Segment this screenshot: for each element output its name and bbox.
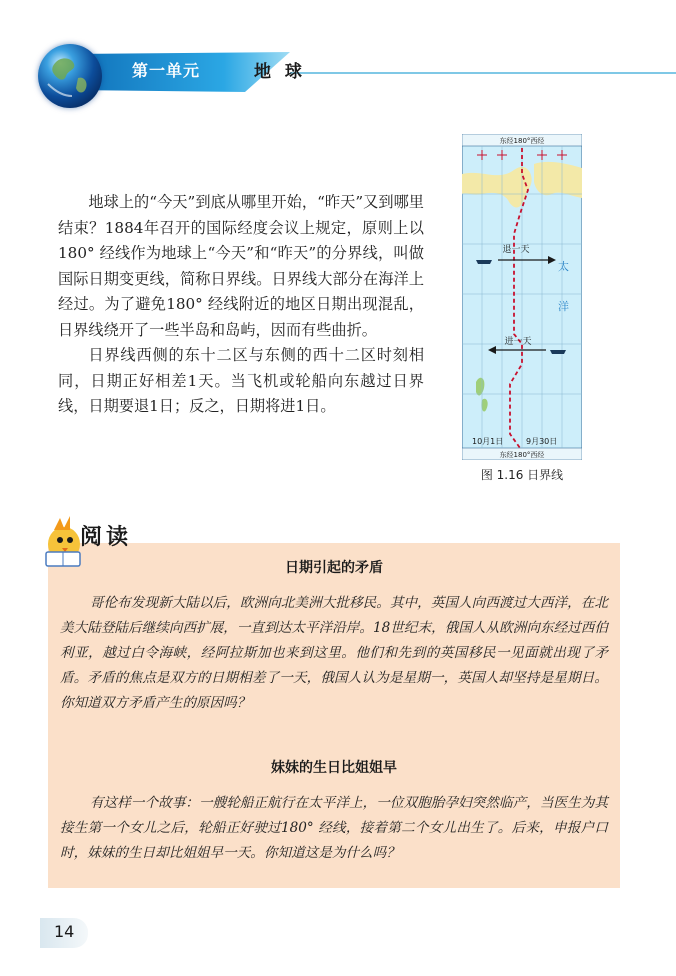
map-top-label: 东经180°西经 xyxy=(499,137,545,145)
body-paragraph: 日界线西侧的东十二区与东侧的西十二区时刻相同，日期正好相差1天。当飞机或轮船向东越过日界线，日期要退1日；反之，日期将进1日。 xyxy=(58,346,424,415)
reading-heading-2: 妹妹的生日比姐姐早 xyxy=(271,760,397,776)
map-bottom-label: 东经180°西经 xyxy=(499,451,545,459)
map-svg xyxy=(462,134,582,460)
date-left-label: 10月1日 xyxy=(472,437,504,446)
reading-text-2: 有这样一个故事：一艘轮船正航行在太平洋上，一位双胞胎孕妇突然临产，当医生为其接生第一个女儿之后，轮船正好驶过180° 经线，接着第二个女儿出生了。后来，申报户口时，妹妹的生日却比姐姐早一天。你知道这是为什么吗？ xyxy=(60,795,608,861)
reading-text-1: 哥伦布发现新大陆以后，欧洲向北美洲大批移民。其中，英国人向西渡过大西洋，在北美大陆登陆后继续向西扩展，一直到达太平洋沿岸。18世纪末，俄国人从欧洲向东经过西伯利亚，越过白令海峡，经阿拉斯加也来到这里。他们和先到的英国移民一见面就出现了矛盾。矛盾的焦点是双方的日期相差了一天，俄国人认为是星期一，英国人却坚持是星期日。你知道双方矛盾产生的原因吗？ xyxy=(60,595,608,711)
date-right-label: 9月30日 xyxy=(526,437,558,446)
reading-paragraph-1 xyxy=(60,591,608,716)
figure-caption: 图 1.16 日界线 xyxy=(480,468,564,482)
reading-box xyxy=(48,543,620,888)
unit-title: 地 球 xyxy=(254,62,306,82)
ship-icon xyxy=(476,260,492,264)
page-number: 14 xyxy=(54,922,75,941)
body-text xyxy=(58,190,424,420)
ocean-label: 洋 xyxy=(558,300,569,313)
header-rule xyxy=(290,72,676,74)
dateline-map xyxy=(462,134,582,460)
advance-label: 进一天 xyxy=(504,337,532,347)
ship-icon xyxy=(550,350,566,354)
retreat-label: 退一天 xyxy=(502,245,530,255)
reading-paragraph-2 xyxy=(60,791,608,866)
unit-label: 第一单元 xyxy=(132,61,201,80)
body-paragraph: 地球上的“今天”到底从哪里开始，“昨天”又到哪里结束？1884年召开的国际经度会议上规定，原则上以180° 经线作为地球上“今天”和“昨天”的分界线，叫做国际日期变更线，简称日界线。日界线大部分在海洋上经过。为了避免180° 经线附近的地区日期出现混乱，日界线绕开了一些半岛和岛屿，因而有些曲折。 xyxy=(58,193,424,339)
reading-title: 阅读 xyxy=(80,524,133,550)
globe-icon xyxy=(38,44,102,108)
ocean-label: 太 xyxy=(558,260,569,273)
reading-heading-1: 日期引起的矛盾 xyxy=(285,560,383,576)
